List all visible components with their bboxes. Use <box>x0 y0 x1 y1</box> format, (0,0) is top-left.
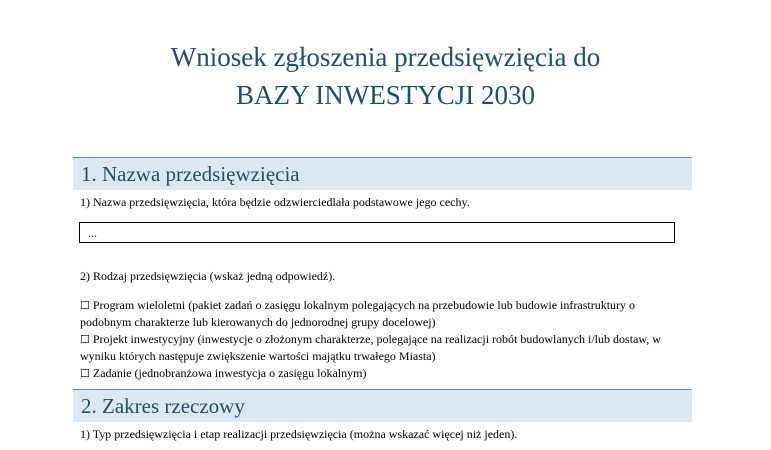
checkbox-icon[interactable]: ☐ <box>80 299 90 312</box>
option-program-wieloletni[interactable] <box>80 297 680 330</box>
question-1-label: 1) Nazwa przedsięwzięcia, która będzie odzwierciedlała podstawowe jego cechy. <box>80 195 470 209</box>
section-2-header <box>73 389 692 422</box>
project-name-input[interactable] <box>79 222 675 243</box>
question-2-label: 2) Rodzaj przedsięwzięcia (wskaż jedną odpowiedź). <box>80 269 336 283</box>
option-text-cont: wyniku których następuje zwiększenie wartości majątku trwałego Miasta) <box>80 349 436 363</box>
option-text: Program wieloletni (pakiet zadań o zasięgu lokalnym polegających na przebudowie lub budowie infrastruktury o <box>92 298 636 312</box>
section-2-question-1-label: 1) Typ przedsięwzięcia i etap realizacji przedsięwzięcia (można wskazać więcej niż jeden). <box>80 427 518 441</box>
title-line-2: BAZY INWESTYCJI 2030 <box>236 80 535 110</box>
option-text: Zadanie (jednobranżowa inwestycja o zasięgu lokalnym) <box>92 366 367 380</box>
option-text: Projekt inwestycyjny (inwestycje o złożonym charakterze, polegające na realizacji robót budowlanych i/lub dostaw, w <box>92 332 661 346</box>
option-zadanie[interactable] <box>80 365 680 382</box>
checkbox-icon[interactable]: ☐ <box>80 333 90 346</box>
section-2-title: 2. Zakres rzeczowy <box>81 394 245 418</box>
section-1-header <box>73 157 692 190</box>
title-line-1: Wniosek zgłoszenia przedsięwzięcia do <box>170 42 601 72</box>
option-text-cont: podobnym charakterze lub kierowanych do jednorodnej grupy docelowej) <box>80 315 436 329</box>
option-projekt-inwestycyjny[interactable] <box>80 331 680 364</box>
document-title <box>0 38 771 114</box>
checkbox-icon[interactable]: ☐ <box>80 367 90 380</box>
section-1-title: 1. Nazwa przedsięwzięcia <box>81 162 300 186</box>
project-name-value: ... <box>88 226 97 240</box>
